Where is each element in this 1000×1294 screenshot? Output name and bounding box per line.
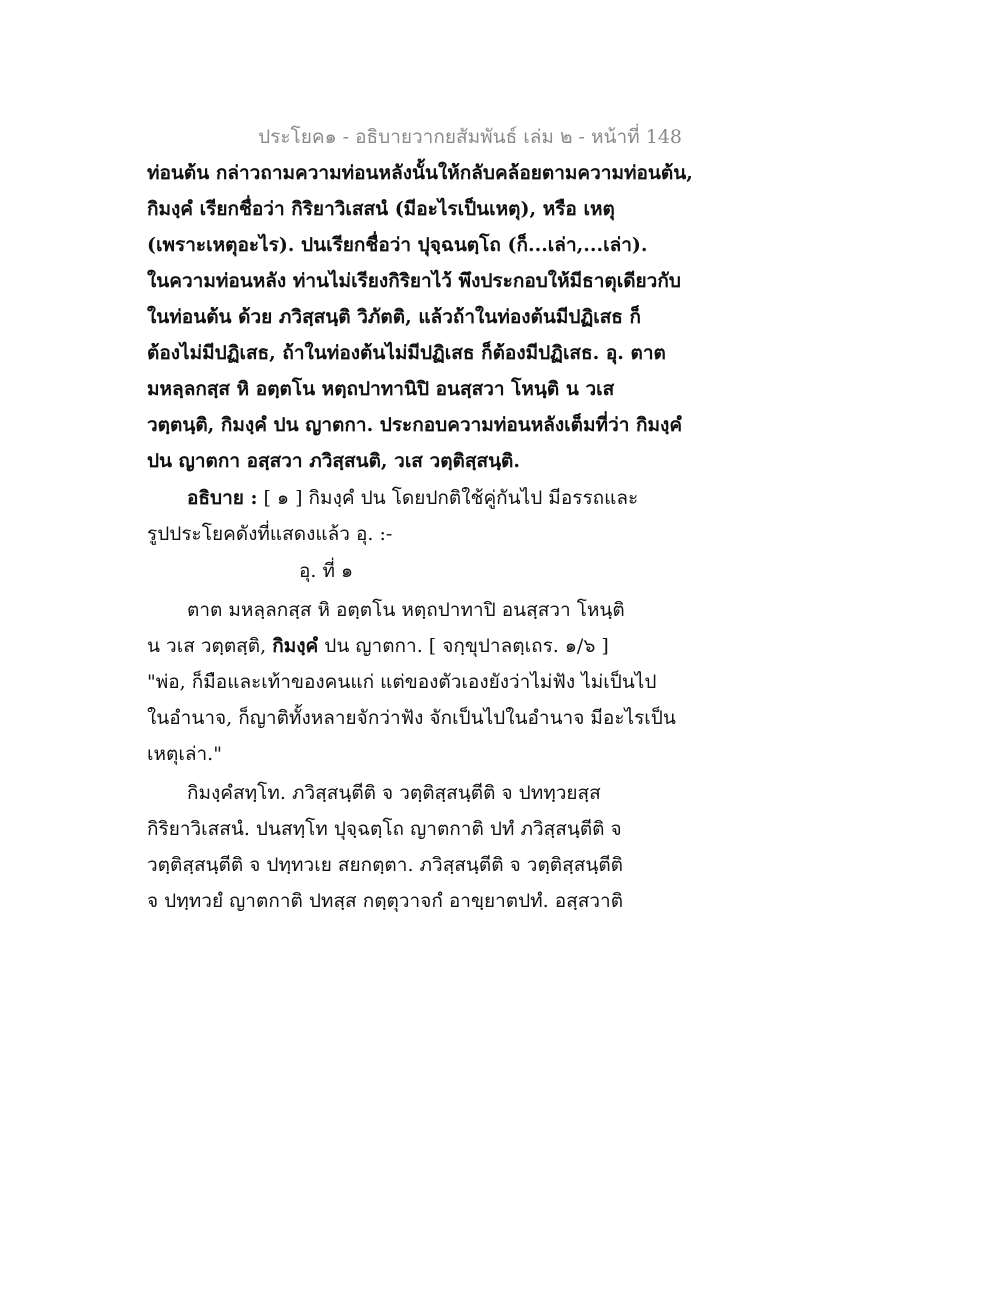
document-body (147, 155, 707, 919)
grammar-line: จ ปทฺทวยํ ญาตกาติ ปทสฺส กตฺตุวาจกํ อาขฺยาตปทํ. อสฺสวาติ (147, 890, 624, 912)
example-text: ปน ญาตกา. [ จกฺขุปาลตฺเถร. ๑/๖ ] (318, 635, 609, 657)
body-line: ต้องไม่มีปฏิเสธ, ถ้าในท่องต้นไม่มีปฏิเสธ ก็ต้องมีปฏิเสธ. อุ. ตาต (147, 342, 666, 364)
example-heading: อุ. ที่ ๑ (299, 560, 354, 582)
example-line: ตาต มหลฺลกสฺส หิ อตฺตโน หตฺถปาทาปิ อนสฺสวา โหนฺติ (187, 599, 625, 621)
explain-text: [ ๑ ] กิมงฺคํ ปน โดยปกติใช้คู่กันไป มีอรรถและ (257, 487, 639, 509)
explain-paragraph (147, 480, 707, 516)
body-line: (เพราะเหตุอะไร). ปนเรียกชื่อว่า ปุจฺฉนตฺโถ (ก็...เล่า,...เล่า). (147, 234, 648, 256)
example-text: น วเส วตฺตสฺติ, (147, 635, 273, 657)
translation-line: เหตุเล่า." (147, 743, 222, 765)
translation-line: ในอำนาจ, ก็ญาติทั้งหลายจักว่าฟัง จักเป็นไปในอำนาจ มีอะไรเป็น (147, 707, 676, 729)
example-line (147, 628, 707, 664)
example-keyword: กิมงฺคํ (272, 635, 319, 657)
body-line: ในความท่อนหลัง ท่านไม่เรียงกิริยาไว้ พึงประกอบให้มีธาตุเดียวกับ (147, 270, 681, 292)
body-line: ในท่อนต้น ด้วย ภวิสฺสนฺติ วิภัตติ, แล้วถ้าในท่องต้นมีปฏิเสธ ก็ (147, 306, 641, 328)
running-header: ประโยค๑ - อธิบายวากยสัมพันธ์ เล่ม ๒ - หน้าที่ 148 (258, 126, 682, 148)
body-line: วตฺตนฺติ, กิมงฺคํ ปน ญาตกา. ประกอบความท่อนหลังเต็มที่ว่า กิมงฺคํ (147, 414, 683, 436)
translation-line: "พ่อ, ก็มือและเท้าของคนแก่ แต่ของตัวเองยังว่าไม่ฟัง ไม่เป็นไป (147, 671, 657, 693)
explain-line: รูปประโยคดังที่แสดงแล้ว อุ. :- (147, 523, 393, 545)
grammar-line: วตฺติสฺสนฺตีติ จ ปทฺทวเย สยกตฺตา. ภวิสฺสนฺตีติ จ วตฺติสฺสนฺตีติ (147, 854, 623, 876)
body-line: ปน ญาตกา อสฺสวา ภวิสฺสนติ, วเส วตฺติสฺสนฺติ. (147, 450, 521, 472)
body-line: มหลฺลกสฺส หิ อตฺตโน หตฺถปาทานิปิ อนสฺสวา โหนฺติ น วเส (147, 378, 615, 400)
explain-label: อธิบาย : (187, 487, 258, 509)
body-line: ท่อนต้น กล่าวถามความท่อนหลังนั้นให้กลับคล้อยตามความท่อนต้น, (147, 162, 693, 184)
grammar-line: กิริยาวิเสสนํ. ปนสทฺโท ปุจฺฉตฺโถ ญาตกาติ ปทํ ภวิสฺสนฺตีติ จ (147, 818, 622, 840)
grammar-line: กิมงฺคํสทฺโท. ภวิสฺสนฺตีติ จ วตฺติสฺสนฺตีติ จ ปททฺวยสฺส (187, 782, 601, 804)
body-line: กิมงฺคํ เรียกชื่อว่า กิริยาวิเสสนํ (มีอะไรเป็นเหตุ), หรือ เหตุ (147, 198, 615, 220)
